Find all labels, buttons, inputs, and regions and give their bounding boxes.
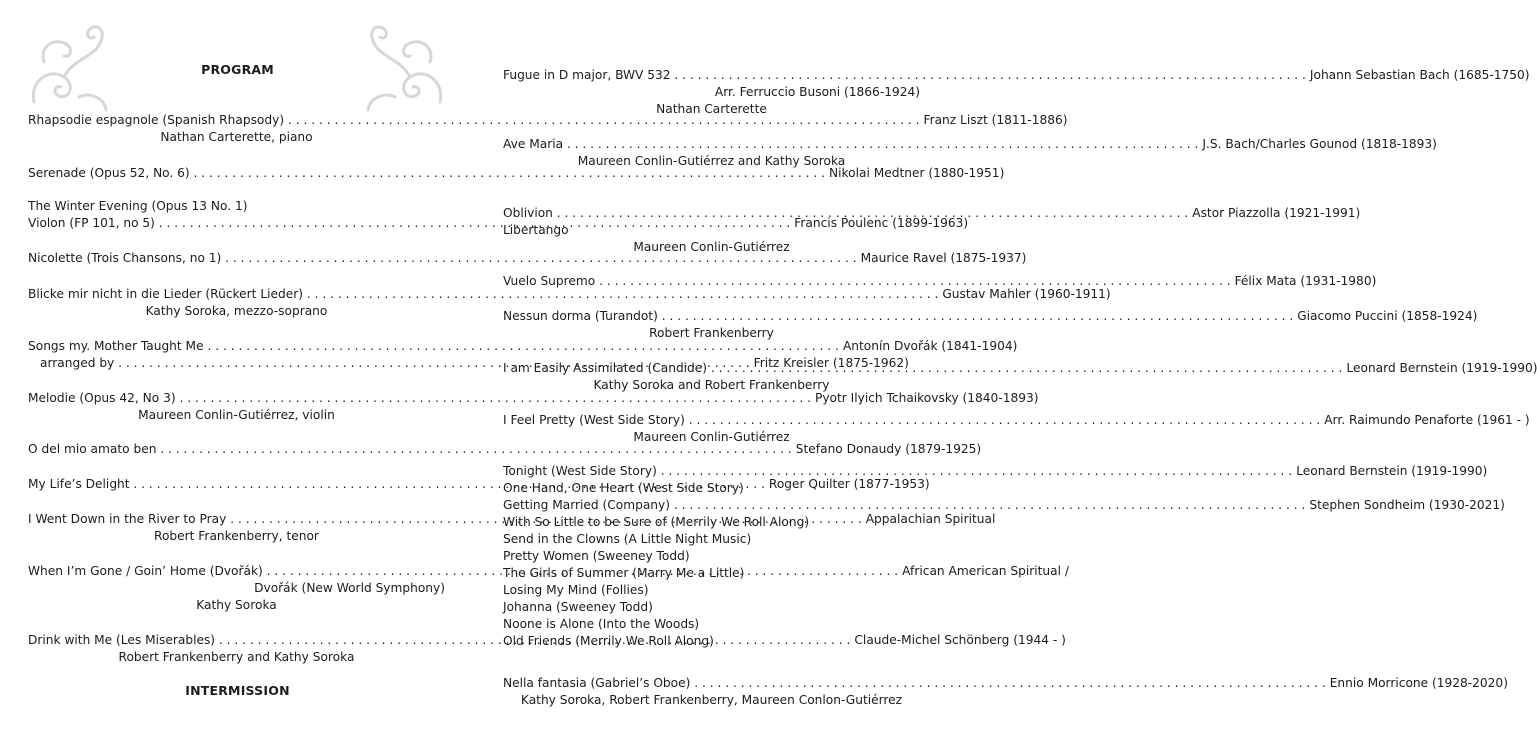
composer: Johann Sebastian Bach (1685-1750) bbox=[1306, 67, 1530, 84]
program-entry bbox=[503, 308, 1478, 325]
composer: Franz Liszt (1811-1886) bbox=[919, 112, 1067, 129]
piece-title-line: The Winter Evening (Opus 13 No. 1) bbox=[28, 199, 248, 213]
piece-title: arranged by . . . bbox=[40, 355, 750, 372]
composer: Appalachian Spiritual bbox=[862, 511, 996, 528]
composer-continuation: Arr. Ferruccio Busoni (1866-1924) bbox=[714, 85, 920, 99]
program-entry bbox=[503, 675, 1508, 692]
piece-title: I Went Down in the River to Pray . . . bbox=[28, 511, 862, 528]
program-entry bbox=[503, 463, 1488, 480]
piece-title: Drink with Me (Les Miserables) . . . bbox=[28, 632, 850, 649]
composer: Gustav Mahler (1960-1911) bbox=[938, 286, 1110, 303]
program-entry bbox=[503, 136, 1437, 153]
performer-line: Maureen Conlin-Gutiérrez bbox=[633, 240, 790, 254]
program-entry bbox=[28, 338, 1018, 355]
program-entry bbox=[28, 286, 1111, 303]
composer: African American Spiritual / bbox=[898, 563, 1069, 580]
performer-line: Nathan Carterette bbox=[656, 102, 767, 116]
piece-title-line: Send in the Clowns (A Little Night Music) bbox=[503, 532, 752, 546]
program-entry bbox=[503, 205, 1361, 222]
composer: Stephen Sondheim (1930-2021) bbox=[1305, 497, 1505, 514]
composer-continuation: Dvořák (New World Symphony) bbox=[254, 581, 445, 595]
piece-title: I Feel Pretty (West Side Story) . . . bbox=[503, 412, 1320, 429]
piece-title-line: Old Friends (Merrily We Roll Along) bbox=[503, 634, 714, 648]
piece-title: O del mio amato ben . . . bbox=[28, 441, 792, 458]
performer-line: Kathy Soroka and Robert Frankenberry bbox=[593, 378, 830, 392]
composer: J.S. Bach/Charles Gounod (1818-1893) bbox=[1198, 136, 1437, 153]
piece-title: Oblivion . . . bbox=[503, 205, 1188, 222]
performer-line: Kathy Soroka, mezzo-soprano bbox=[145, 304, 328, 318]
program-entry bbox=[28, 112, 1068, 129]
composer: Giacomo Puccini (1858-1924) bbox=[1293, 308, 1477, 325]
composer: Leonard Bernstein (1919-1990) bbox=[1342, 360, 1537, 377]
program-heading: PROGRAM bbox=[201, 62, 274, 77]
performer-line: Maureen Conlin-Gutiérrez, violin bbox=[138, 408, 335, 422]
piece-title: Fugue in D major, BWV 532 . . . bbox=[503, 67, 1306, 84]
piece-title-line: One Hand, One Heart (West Side Story) bbox=[503, 481, 744, 495]
piece-title: Nicolette (Trois Chansons, no 1) . . . bbox=[28, 250, 857, 267]
piece-title: Serenade (Opus 52, No. 6) . . . bbox=[28, 165, 825, 182]
performer-line: Maureen Conlin-Gutiérrez bbox=[633, 430, 790, 444]
performer-line: Robert Frankenberry and Kathy Soroka bbox=[118, 650, 355, 664]
piece-title: I am Easily Assimilated (Candide) . . . bbox=[503, 360, 1342, 377]
composer: Antonín Dvořák (1841-1904) bbox=[839, 338, 1017, 355]
composer: Fritz Kreisler (1875-1962) bbox=[750, 355, 909, 372]
piece-title: Songs my. Mother Taught Me . . . bbox=[28, 338, 839, 355]
program-entry bbox=[28, 390, 1039, 407]
performer-line: Maureen Conlin-Gutiérrez and Kathy Soroka bbox=[577, 154, 846, 168]
piece-title: Getting Married (Company) . . . bbox=[503, 497, 1305, 514]
performer-line: Kathy Soroka, Robert Frankenberry, Maureen Conlon-Gutiérrez bbox=[520, 693, 903, 707]
composer: Pyotr Ilyich Tchaikovsky (1840-1893) bbox=[811, 390, 1039, 407]
piece-title-line: Noone is Alone (Into the Woods) bbox=[503, 617, 700, 631]
composer: Claude-Michel Schönberg (1944 - ) bbox=[850, 632, 1065, 649]
piece-title-line: Libertango bbox=[503, 223, 569, 237]
composer: Stefano Donaudy (1879-1925) bbox=[792, 441, 981, 458]
composer: Astor Piazzolla (1921-1991) bbox=[1188, 205, 1360, 222]
piece-title-line: The Girls of Summer (Marry Me a Little) bbox=[503, 566, 745, 580]
performer-line: Robert Frankenberry bbox=[649, 326, 774, 340]
piece-title-line: Pretty Women (Sweeney Todd) bbox=[503, 549, 690, 563]
composer: Leonard Bernstein (1919-1990) bbox=[1292, 463, 1487, 480]
composer: Nikolai Medtner (1880-1951) bbox=[825, 165, 1004, 182]
piece-title: My Life’s Delight . . . bbox=[28, 476, 765, 493]
program-entry bbox=[503, 273, 1377, 290]
performer-line: Nathan Carterette, piano bbox=[160, 130, 313, 144]
performer-line: Robert Frankenberry, tenor bbox=[154, 529, 319, 543]
piece-title: When I’m Gone / Goin’ Home (Dvořák) . . . bbox=[28, 563, 898, 580]
program-entry bbox=[28, 441, 982, 458]
piece-title: Melodie (Opus 42, No 3) . . . bbox=[28, 390, 811, 407]
piece-title: Tonight (West Side Story) . . . bbox=[503, 463, 1292, 480]
composer: Arr. Raimundo Penaforte (1961 - ) bbox=[1320, 412, 1529, 429]
piece-title-line: With So Little to be Sure of (Merrily We Roll Along) bbox=[503, 515, 810, 529]
piece-title: Rhapsodie espagnole (Spanish Rhapsody) . . . bbox=[28, 112, 919, 129]
performer-line: Kathy Soroka bbox=[196, 598, 277, 612]
composer: Félix Mata (1931-1980) bbox=[1231, 273, 1377, 290]
piece-title-line: Losing My Mind (Follies) bbox=[503, 583, 649, 597]
program-entry bbox=[503, 497, 1505, 514]
composer: Maurice Ravel (1875-1937) bbox=[857, 250, 1027, 267]
piece-title: Blicke mir nicht in die Lieder (Rückert Lieder) . . . bbox=[28, 286, 938, 303]
program-entry bbox=[28, 250, 1027, 267]
piece-title-line: Johanna (Sweeney Todd) bbox=[503, 600, 653, 614]
composer: Roger Quilter (1877-1953) bbox=[765, 476, 930, 493]
piece-title: Nella fantasia (Gabriel’s Oboe) . . . bbox=[503, 675, 1326, 692]
piece-title: Vuelo Supremo . . . bbox=[503, 273, 1231, 290]
program-entry bbox=[28, 165, 1005, 182]
piece-title: Ave Maria . . . bbox=[503, 136, 1198, 153]
piece-title: Nessun dorma (Turandot) . . . bbox=[503, 308, 1293, 325]
program-entry bbox=[503, 412, 1530, 429]
program-entry bbox=[503, 360, 1537, 377]
intermission-heading: INTERMISSION bbox=[185, 683, 290, 698]
composer: Ennio Morricone (1928-2020) bbox=[1326, 675, 1508, 692]
piece-title: Violon (FP 101, no 5) . . . bbox=[28, 215, 790, 232]
program-entry bbox=[503, 67, 1530, 84]
composer: Francis Poulenc (1899-1963) bbox=[790, 215, 968, 232]
